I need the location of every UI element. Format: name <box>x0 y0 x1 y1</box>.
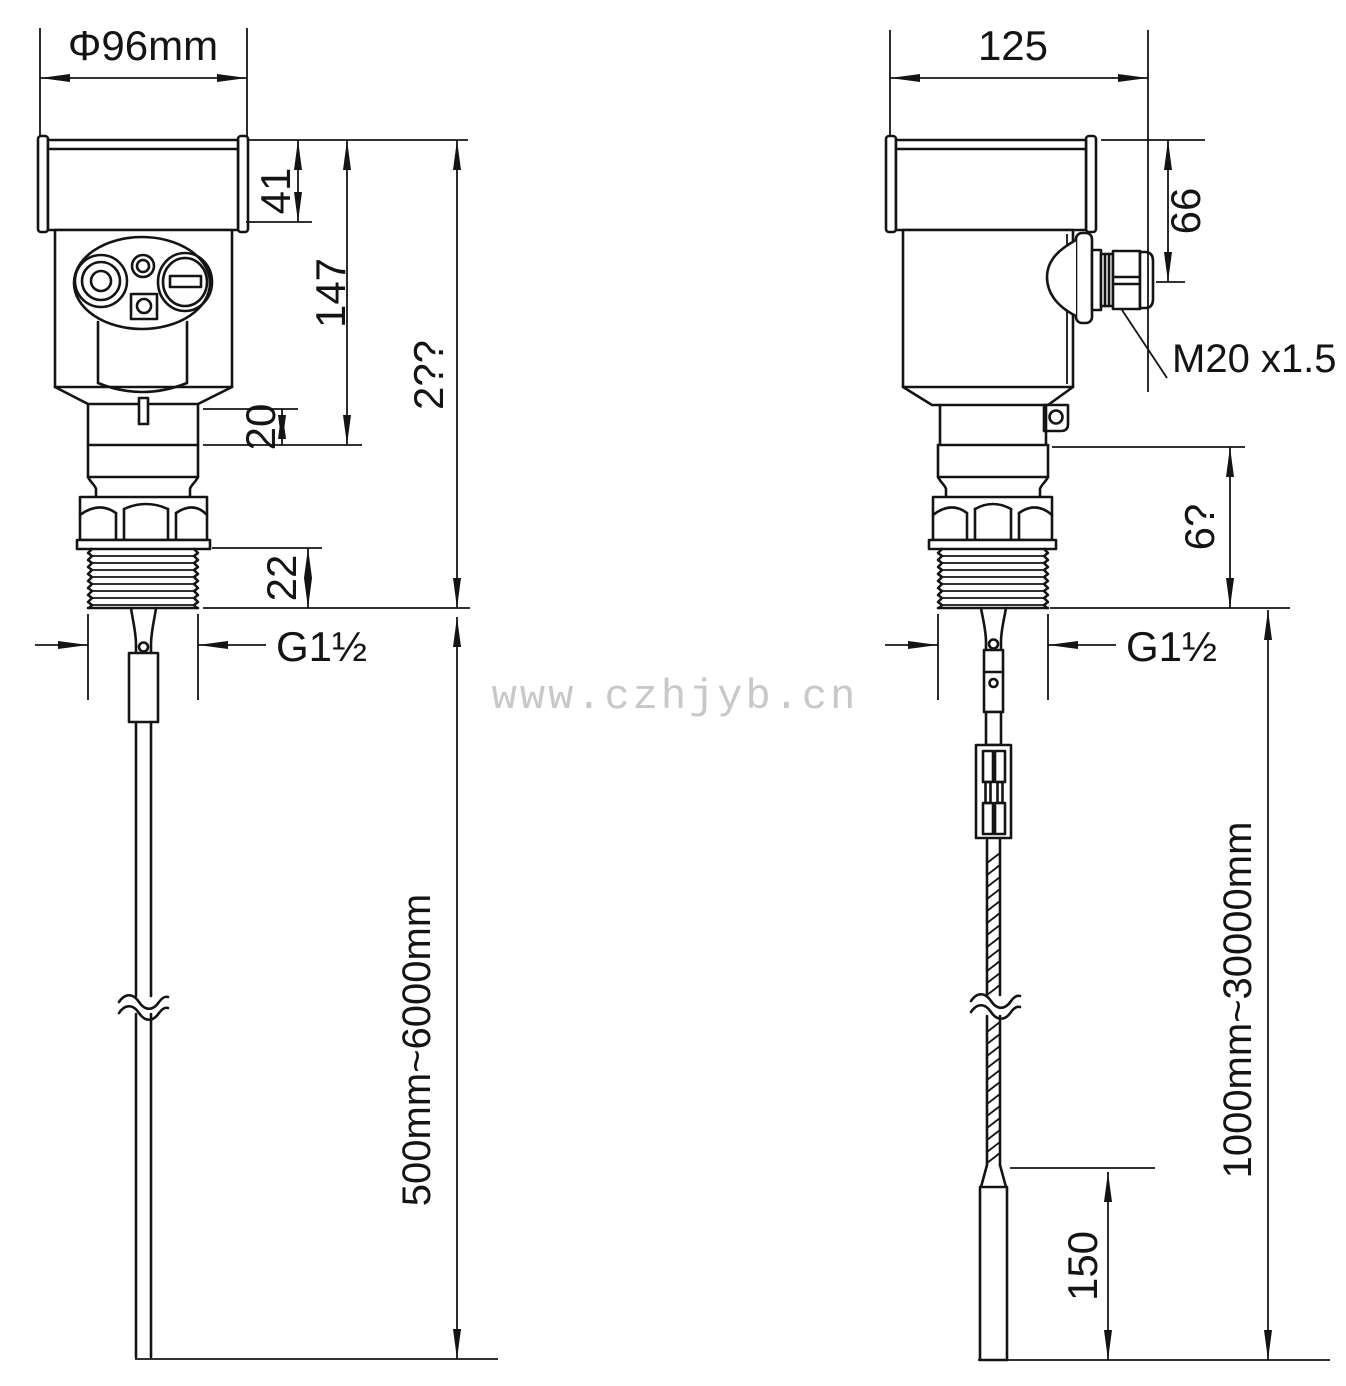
dim-probe-length-range: 500mm~6000mm <box>395 893 439 1207</box>
probe-hole <box>990 679 998 687</box>
process-thread <box>938 549 1048 608</box>
cap-lip-right <box>1086 136 1096 232</box>
dim-cable-length-range: 1000mm~30000mm <box>1216 821 1260 1179</box>
dim-head-diameter: Φ96mm <box>67 22 219 69</box>
cap-lip-left <box>38 136 48 232</box>
cable-probe-view <box>885 22 1337 1360</box>
dim-thread-length: 22 <box>258 554 305 602</box>
housing-cap <box>38 136 248 232</box>
dim-entry-height: 66 <box>1162 187 1209 235</box>
cap-body <box>48 140 238 230</box>
mount-flange <box>77 540 210 549</box>
process-mount <box>903 387 1073 608</box>
dim-cable-entry-thread: M20 x1.5 <box>1172 337 1337 381</box>
hex-nut <box>933 497 1052 540</box>
mount-flange <box>929 540 1056 549</box>
cable-gland <box>1092 250 1153 310</box>
cable-probe <box>971 608 1330 1360</box>
dim-mount-section-height: 6? <box>1176 503 1223 551</box>
vent-pin <box>139 398 148 424</box>
dim-weight-length: 150 <box>1059 1230 1106 1302</box>
counterweight <box>980 1187 1007 1360</box>
hex-nut <box>80 497 207 540</box>
housing-body <box>55 230 232 392</box>
probe-hole <box>139 643 148 652</box>
probe-hole <box>989 640 998 649</box>
weight-taper <box>981 1165 1006 1187</box>
process-mount <box>55 387 232 608</box>
housing-body <box>903 230 1153 387</box>
cap-lip-right <box>238 136 248 232</box>
ground-lug <box>1044 405 1068 431</box>
wire-rope <box>971 840 1020 1165</box>
watermark: www.czhjyb.cn <box>491 673 859 721</box>
dim-body-height: 147 <box>307 257 354 329</box>
dim-process-connection: G1½ <box>1126 623 1218 670</box>
cap-lip-left <box>886 136 896 232</box>
process-thread <box>88 549 198 608</box>
dim-overall-top-height: 2?? <box>405 339 452 411</box>
rod-probe <box>119 608 498 1359</box>
housing-cap <box>886 136 1096 232</box>
dim-neck-height: 20 <box>237 403 284 451</box>
dim-cover-height: 41 <box>252 167 299 215</box>
dim-process-connection: G1½ <box>276 623 368 670</box>
rod-probe-view <box>35 22 498 1359</box>
gland-boss-plate <box>1076 233 1092 323</box>
cable-clamp <box>976 745 1011 838</box>
cap-body <box>896 140 1086 230</box>
dim-head-width: 125 <box>977 22 1049 69</box>
